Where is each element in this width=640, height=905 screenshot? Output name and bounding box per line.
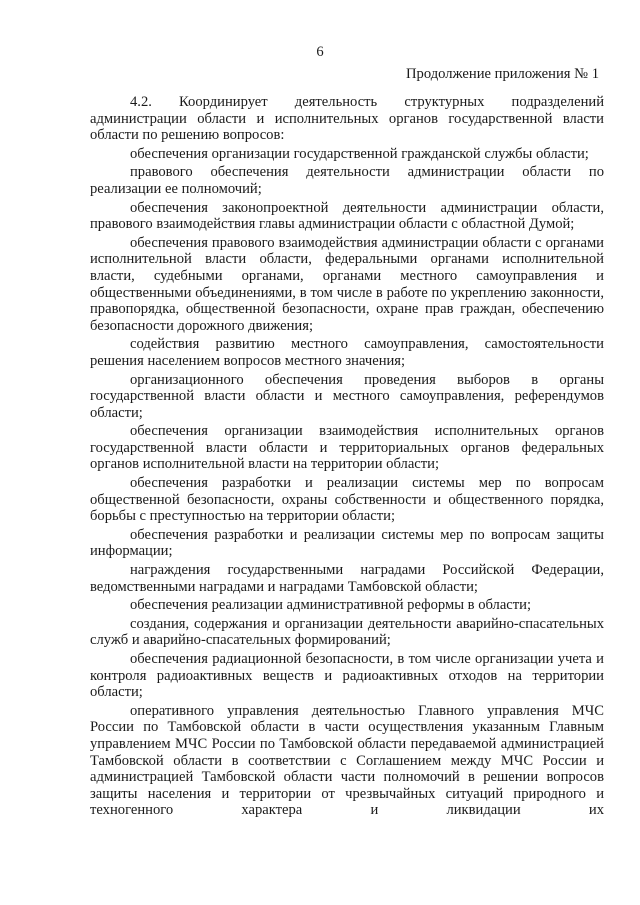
paragraph-item: создания, содержания и организации деятельности аварийно-спасательных служб и аварийно-спасательных формирований; <box>90 615 604 649</box>
paragraph-item: обеспечения законопроектной деятельности администрации области, правового взаимодействия главы администрации области с областной Думой; <box>90 199 604 233</box>
paragraph-item: содействия развитию местного самоуправления, самостоятельности решения населением вопросов местного значения; <box>90 336 604 369</box>
paragraph-item: организационного обеспечения проведения выборов в органы государственной власти области и местного самоуправления, референдумов области; <box>90 371 604 421</box>
paragraph-item: обеспечения правового взаимодействия администрации области с органами исполнительной власти области, федеральными органами исполнительной власти, судебными органами, органами местного самоуправления и общественными объединениями, в том числе в работе по укреплению законности, правопорядка, общественной безопасности, охране прав граждан, обеспечению безопасности дорожного движения; <box>90 234 604 334</box>
appendix-continuation-heading: Продолжение приложения № 1 <box>406 66 599 82</box>
paragraph-item: правового обеспечения деятельности администрации области по реализации ее полномочий; <box>90 164 604 197</box>
paragraph-item: обеспечения разработки и реализации системы мер по вопросам защиты информации; <box>90 526 604 560</box>
paragraph-item: награждения государственными наградами Российской Федерации, ведомственными наградами и наградами Тамбовской области; <box>90 562 604 595</box>
paragraph-item: обеспечения радиационной безопасности, в том числе организации учета и контроля радиоактивных веществ и радиоактивных отходов на территории области; <box>90 651 604 701</box>
document-body <box>90 94 604 821</box>
paragraph-item: оперативного управления деятельностью Главного управления МЧС России по Тамбовской области в части осуществления указанным Главным управлением МЧС России по Тамбовской области передаваемой администрацией Тамбовской области в соответствии с Соглашением между МЧС России и администрацией Тамбовской области части полномочий в решении вопросов защиты населения и территории от чрезвычайных ситуаций природного и техногенного характера и ликвидации их <box>90 702 604 819</box>
paragraph-item: обеспечения реализации административной реформы в области; <box>130 597 532 614</box>
paragraph-intro: 4.2. Координирует деятельность структурных подразделений администрации области и исполнительных органов государственной власти области по решению вопросов: <box>90 94 604 144</box>
paragraph-item: обеспечения разработки и реализации системы мер по вопросам общественной безопасности, охраны собственности и общественного порядка, борьбы с преступностью на территории области; <box>90 475 604 525</box>
paragraph-item: обеспечения организации взаимодействия исполнительных органов государственной власти области и территориальных органов федеральных органов исполнительной власти на территории области; <box>90 423 604 473</box>
paragraph-item: обеспечения организации государственной гражданской службы области; <box>130 145 589 162</box>
page-number: 6 <box>316 44 324 60</box>
